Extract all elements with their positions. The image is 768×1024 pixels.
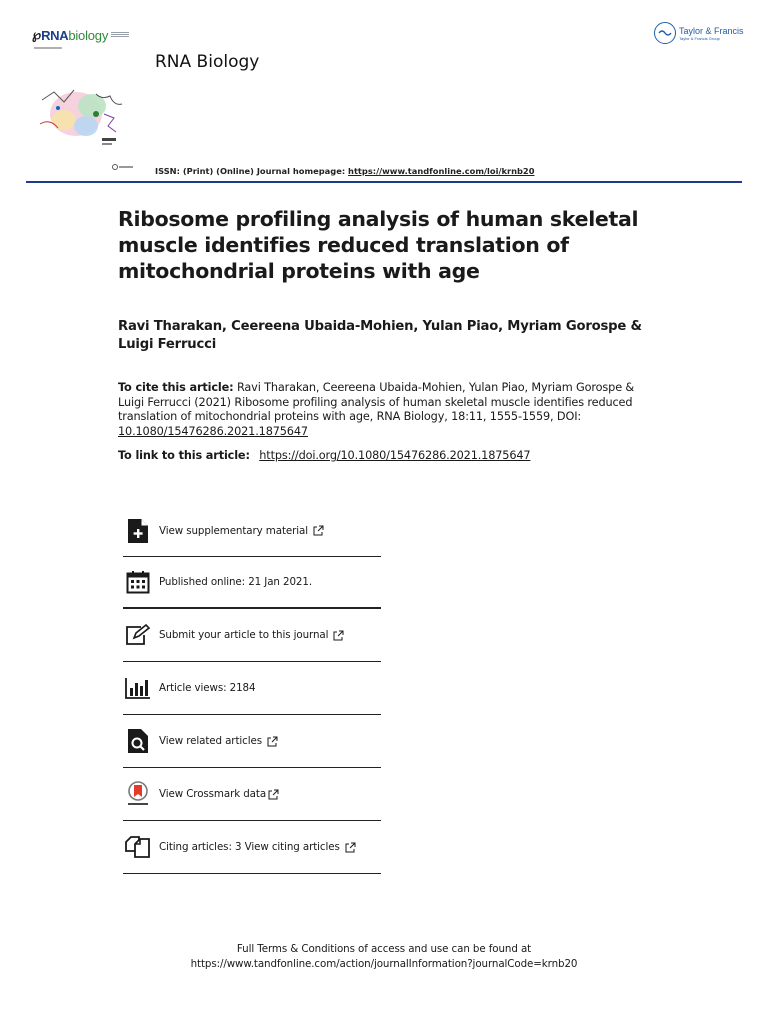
crossmark-icon: [123, 779, 153, 809]
published-online-item: [123, 557, 381, 609]
cite-label: To cite this article:: [118, 381, 234, 394]
edit-icon: [123, 620, 153, 650]
external-link-icon: [333, 630, 344, 641]
submit-article-item[interactable]: [123, 609, 381, 662]
publisher-name: Taylor & Francis: [679, 25, 744, 36]
publisher-group: Taylor & Francis Group: [679, 35, 720, 41]
journal-name: RNA Biology: [155, 52, 260, 72]
external-link-icon: [345, 842, 356, 853]
article-views-item: [123, 662, 381, 715]
cite-doi-link[interactable]: 10.1080/15476286.2021.1875647: [118, 424, 308, 438]
logo-tagline-decoration: [111, 32, 129, 40]
external-link-icon: [313, 525, 324, 536]
journal-homepage-link[interactable]: https://www.tandfonline.com/loi/krnb20: [348, 166, 535, 176]
journal-logo-text: RNA: [41, 28, 69, 43]
citation-block: [118, 381, 648, 439]
issn-line: ISSN: (Print) (Online) Journal homepage: https://www.tandfonline.com/loi/krnb20: [155, 166, 535, 176]
article-link-line: [118, 449, 678, 463]
item-label: Article views: 2184: [159, 682, 256, 694]
small-publisher-mark-icon: [112, 163, 134, 170]
taylor-francis-emblem-icon: [654, 22, 676, 44]
item-label: Citing articles: 3 View citing articles: [159, 841, 340, 853]
item-label: View related articles: [159, 735, 262, 747]
article-doi-link[interactable]: https://doi.org/10.1080/15476286.2021.1875647: [259, 449, 531, 462]
link-label: To link to this article:: [118, 449, 250, 462]
publisher-logo: [654, 22, 744, 44]
item-label: Submit your article to this journal: [159, 629, 329, 641]
journal-logo: ℘ RNA biology: [32, 28, 129, 43]
item-label: Published online: 21 Jan 2021.: [159, 576, 312, 588]
logo-subline: [34, 47, 62, 49]
header-divider: [26, 181, 742, 183]
external-link-icon: [267, 736, 278, 747]
footer-line-1: Full Terms & Conditions of access and use can be found at: [236, 943, 532, 955]
footer-terms-link[interactable]: https://www.tandfonline.com/action/journalInformation?journalCode=krnb20: [190, 957, 578, 970]
calendar-icon: [123, 567, 153, 597]
journal-cover-image: [34, 84, 128, 150]
search-document-icon: [123, 726, 153, 756]
document-plus-icon: [123, 516, 153, 546]
item-label: View supplementary material: [159, 524, 308, 537]
citing-articles-item[interactable]: [123, 821, 381, 874]
external-link-icon: [268, 789, 279, 800]
bar-chart-icon: [123, 673, 153, 703]
citing-articles-icon: [123, 832, 153, 862]
article-authors: Ravi Tharakan, Ceereena Ubaida-Mohien, Yulan Piao, Myriam Gorospe & Luigi Ferrucci: [118, 319, 642, 352]
article-metadata-list: [123, 505, 381, 874]
rna-glyph-icon: ℘: [32, 28, 42, 43]
related-articles-item[interactable]: [123, 715, 381, 768]
crossmark-item[interactable]: [123, 768, 381, 821]
article-title: Ribosome profiling analysis of human skeletal muscle identifies reduced translation of mitochondrial proteins with age: [118, 207, 639, 283]
terms-footer: [0, 942, 768, 971]
item-label: View Crossmark data: [159, 788, 267, 800]
cite-text: Ravi Tharakan, Ceereena Ubaida-Mohien, Yulan Piao, Myriam Gorospe & Luigi Ferrucci (2021) Ribosome profiling analysis of human skeletal muscle identifies reduced translation of mitochondrial proteins with age, RNA Biology, 18:11, 1555-1559, DOI:: [118, 381, 635, 424]
supplementary-material-item[interactable]: [123, 505, 381, 557]
